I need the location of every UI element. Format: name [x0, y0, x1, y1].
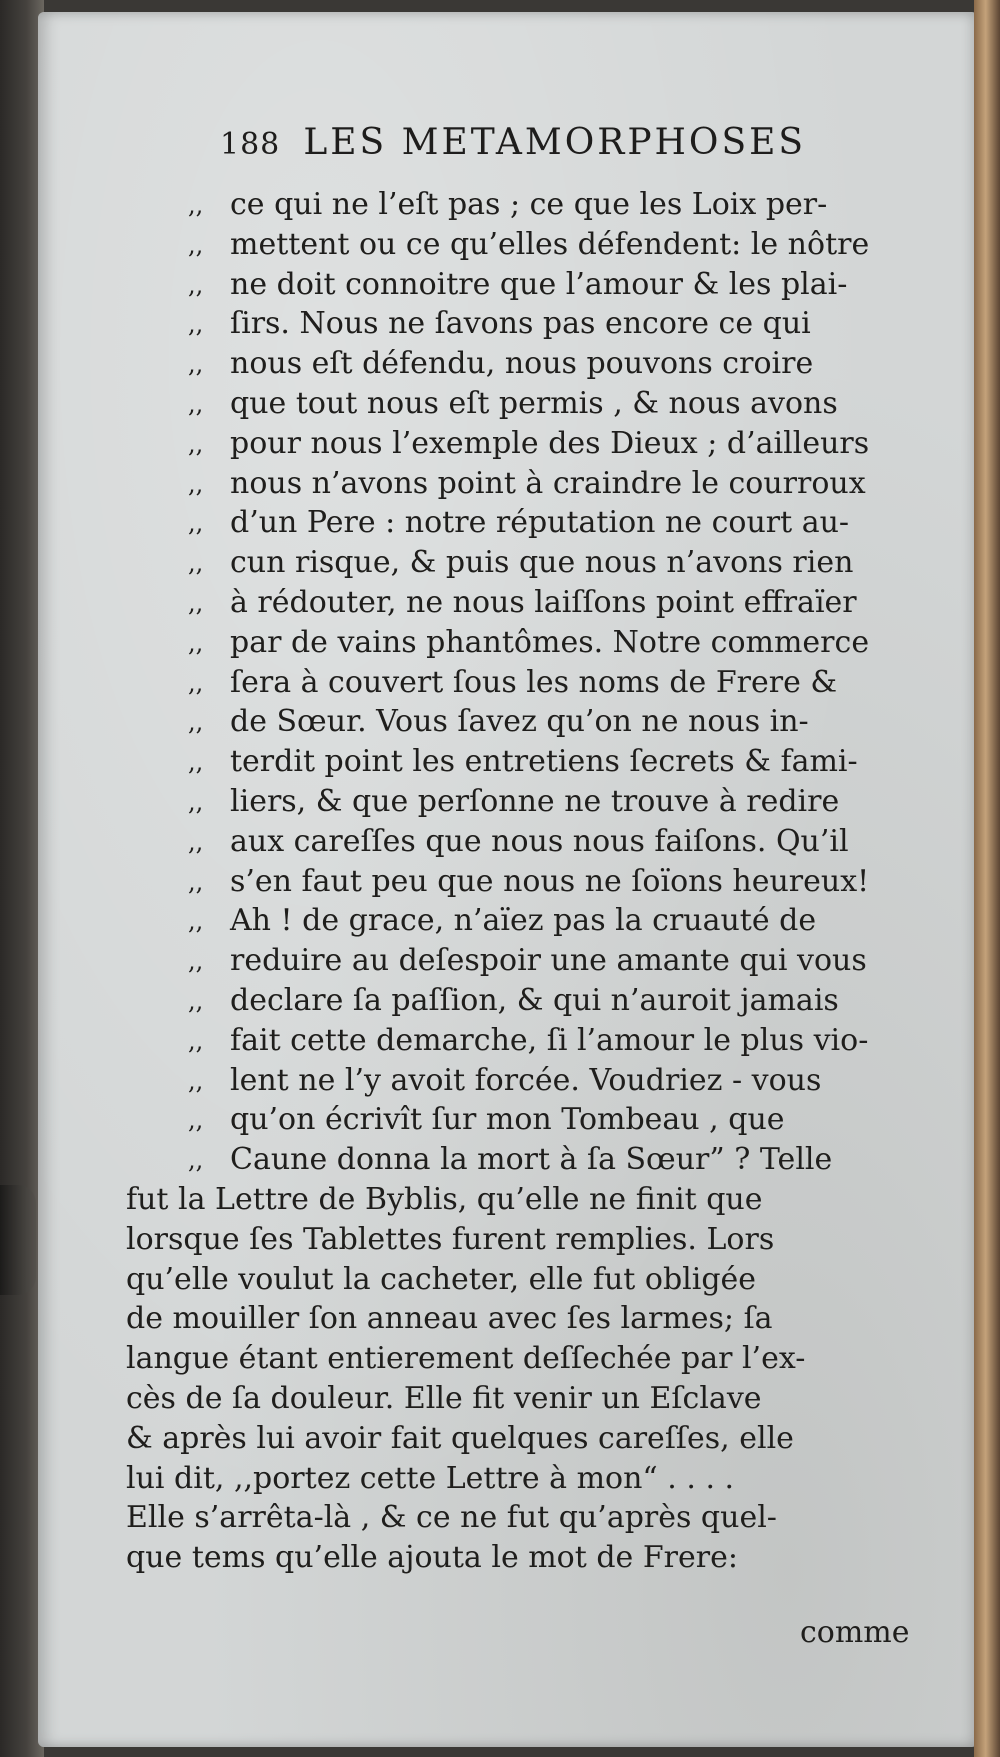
text-line — [188, 583, 908, 623]
text-line — [188, 663, 908, 703]
line-text: par de vains phantômes. Notre commerce — [230, 624, 870, 660]
quote-mark: ,, — [188, 628, 204, 657]
quote-mark: ,, — [188, 191, 204, 219]
line-text: pour nous l’exemple des Dieux ; d’ailleurs — [230, 425, 870, 461]
text-line — [126, 1538, 908, 1578]
text-line — [188, 782, 908, 822]
text-line — [126, 1180, 908, 1220]
text-line — [126, 1260, 908, 1300]
line-text: liers, & que perſonne ne trouve à redire — [230, 784, 840, 819]
line-text: lorsque ſes Tablettes furent remplies. Lors — [126, 1221, 775, 1257]
line-text: d’un Pere : notre réputation ne court au- — [230, 505, 850, 541]
line-text: que tems qu’elle ajouta le mot de Frere: — [126, 1540, 738, 1576]
text-line — [188, 862, 908, 902]
text-line — [188, 464, 908, 504]
quote-mark: ,, — [188, 867, 204, 896]
line-text: reduire au deſespoir une amante qui vous — [230, 943, 867, 979]
text-line — [126, 1299, 908, 1339]
text-line — [126, 1419, 908, 1459]
quote-mark: ,, — [188, 350, 204, 379]
line-text: s’en faut peu que nous ne ſoïons heureux! — [230, 863, 870, 899]
text-line — [126, 1459, 908, 1499]
text-line — [126, 1498, 908, 1538]
line-text: ſera à couvert ſous les noms de Frere & — [230, 664, 838, 700]
quote-mark: ,, — [188, 390, 204, 418]
quote-mark: ,, — [188, 230, 204, 259]
quote-mark: ,, — [188, 1146, 204, 1175]
text-line — [188, 901, 908, 941]
quote-mark: ,, — [188, 469, 204, 498]
line-text: cès de ſa douleur. Elle fit venir un Eſclave — [126, 1381, 762, 1416]
quote-mark: ,, — [188, 748, 204, 777]
line-text: nous eſt défendu, nous pouvons croire — [230, 346, 814, 382]
text-line — [188, 742, 908, 782]
line-text: Ah ! de grace, n’aïez pas la cruauté de — [230, 903, 817, 939]
text-line — [188, 1021, 908, 1061]
text-line — [188, 424, 908, 464]
line-text: Caune donna la mort à ſa Sœur” ? Telle — [230, 1142, 833, 1178]
line-text: & après lui avoir fait quelques careſſes, elle — [126, 1420, 794, 1456]
quote-mark: ,, — [188, 668, 204, 697]
text-line — [188, 941, 908, 981]
text-line — [188, 543, 908, 583]
text-line — [126, 1220, 908, 1260]
quote-mark: ,, — [188, 429, 204, 458]
text-line — [188, 503, 908, 543]
line-text: à rédouter, ne nous laiſſons point effraïer — [230, 585, 857, 620]
text-line — [188, 702, 908, 742]
line-text: declare ſa paſſion, & qui n’auroit jamais — [230, 983, 839, 1018]
text-line — [188, 384, 908, 424]
line-text: qu’on écrivît ſur mon Tombeau , que — [230, 1102, 785, 1138]
quote-mark: ,, — [188, 788, 204, 816]
line-text: qu’elle voulut la cacheter, elle fut obligée — [126, 1261, 757, 1297]
quote-mark: ,, — [188, 987, 204, 1015]
running-head — [220, 122, 860, 174]
line-text: Elle s’arrêta-là , & ce ne fut qu’après quel- — [126, 1500, 777, 1536]
line-text: lent ne l’y avoit forcée. Voudriez - vous — [230, 1062, 822, 1098]
text-line — [126, 1339, 908, 1379]
quote-mark: ,, — [188, 1106, 204, 1135]
quote-mark: ,, — [188, 1026, 204, 1055]
page-fore-edge — [974, 0, 1000, 1757]
text-line — [188, 304, 908, 344]
line-text: terdit point les entretiens ſecrets & fami- — [230, 744, 858, 780]
quote-mark: ,, — [188, 1066, 204, 1095]
text-line — [188, 623, 908, 663]
line-text: que tout nous eſt permis , & nous avons — [230, 386, 838, 421]
text-line — [188, 1061, 908, 1101]
line-text: langue étant entierement deſſechée par l’ex- — [126, 1341, 806, 1377]
text-line — [188, 1100, 908, 1140]
quote-mark: ,, — [188, 549, 204, 578]
text-line — [188, 265, 908, 305]
page-number: 188 — [220, 127, 281, 162]
quote-mark: ,, — [188, 509, 204, 538]
text-line — [188, 185, 908, 225]
book-clasp — [0, 1185, 36, 1295]
line-text: ce qui ne l’eſt pas ; ce que les Loix per- — [230, 187, 828, 222]
line-text: aux careſſes que nous nous faiſons. Qu’il — [230, 823, 849, 859]
line-text: fait cette demarche, ſi l’amour le plus vio- — [230, 1022, 869, 1058]
text-line — [188, 981, 908, 1021]
text-line — [188, 822, 908, 862]
text-line — [126, 1379, 908, 1419]
line-text: fut la Lettre de Byblis, qu’elle ne finit que — [126, 1182, 763, 1217]
line-text: mettent ou ce qu’elles défendent: le nôtre — [230, 226, 870, 262]
text-line — [188, 225, 908, 265]
quote-mark: ,, — [188, 827, 204, 856]
line-text: de Sœur. Vous ſavez qu’on ne nous in- — [230, 704, 809, 740]
quote-mark: ,, — [188, 907, 204, 936]
quote-mark: ,, — [188, 270, 204, 299]
text-line — [188, 344, 908, 384]
quote-mark: ,, — [188, 310, 204, 339]
line-text: nous n’avons point à craindre le courroux — [230, 465, 866, 501]
page-title: LES METAMORPHOSES — [303, 122, 807, 163]
catchword: comme — [800, 1615, 910, 1650]
line-text: de mouiller ſon anneau avec ſes larmes; ſa — [126, 1301, 773, 1337]
quote-mark: ,, — [188, 589, 204, 617]
text-line — [188, 1140, 908, 1180]
quote-mark: ,, — [188, 947, 204, 976]
line-text: ſirs. Nous ne ſavons pas encore ce qui — [230, 306, 811, 342]
quote-mark: ,, — [188, 708, 204, 737]
line-text: lui dit, ,,portez cette Lettre à mon“ . . . . — [126, 1460, 735, 1496]
line-text: cun risque, & puis que nous n’avons rien — [230, 545, 854, 581]
line-text: ne doit connoitre que l’amour & les plai- — [230, 266, 848, 302]
